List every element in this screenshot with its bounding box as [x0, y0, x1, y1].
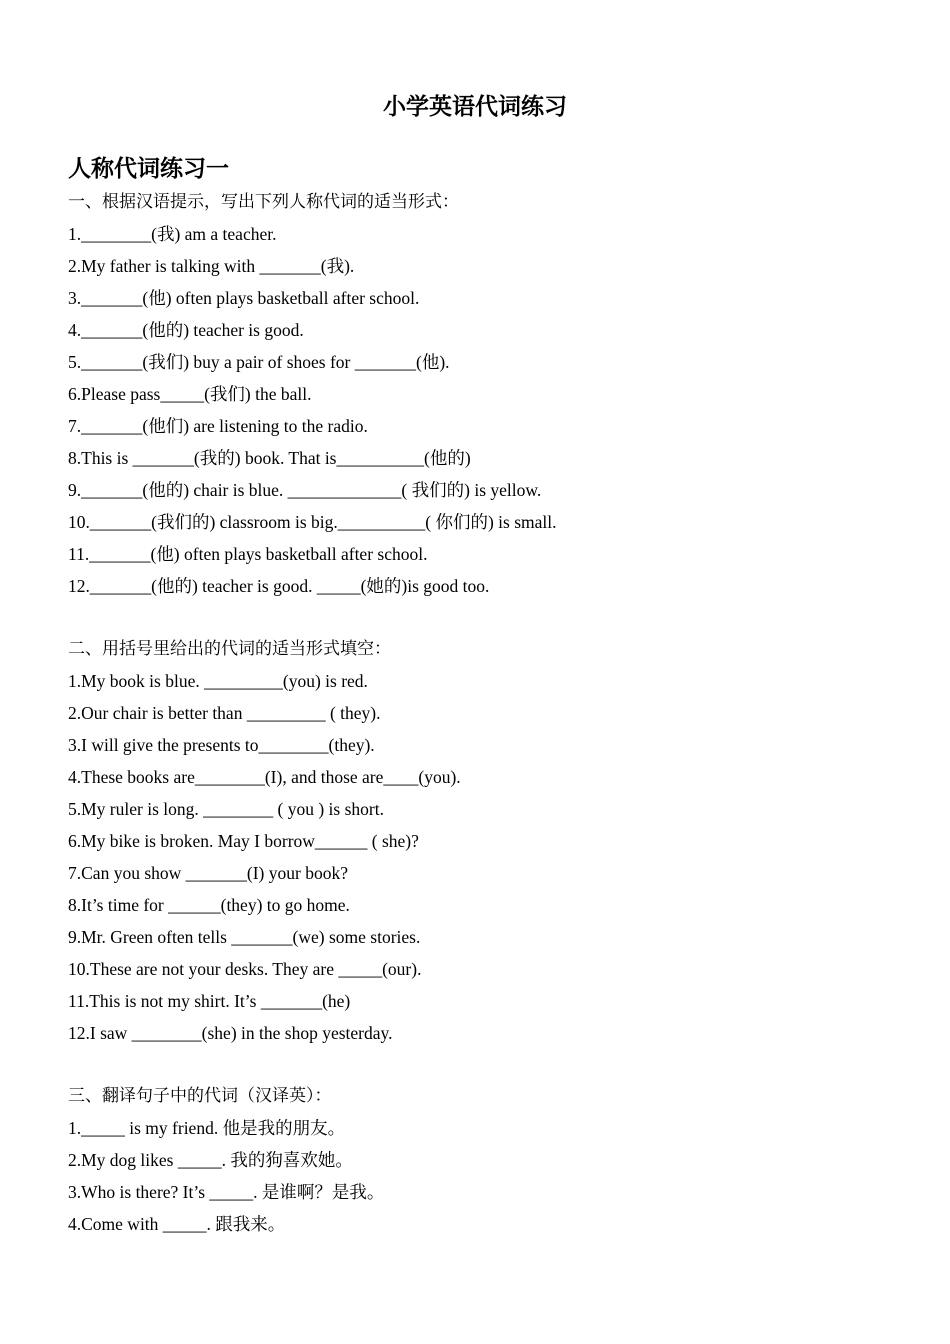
part-2-block [68, 633, 461, 1049]
part-2-item-5: 5.My ruler is long. ________ ( you ) is short. [68, 799, 384, 819]
part-2-item-7: 7.Can you show _______(I) your book? [68, 863, 348, 883]
part-3-item-3: 3.Who is there? It’s _____. 是谁啊？是我。 [68, 1182, 385, 1202]
part-3-item-1: 1._____ is my friend. 他是我的朋友。 [68, 1118, 346, 1138]
part-1-item-12: 12._______(他的) teacher is good. _____(她的)is good too. [68, 576, 490, 596]
part-1-block [68, 186, 557, 602]
part-1-item-7: 7._______(他们) are listening to the radio. [68, 416, 368, 436]
document-title: 小学英语代词练习 [383, 94, 567, 120]
part-1-item-9: 9._______(他的) chair is blue. _____________( 我们的) is yellow. [68, 480, 542, 500]
part-3-instruction: 三、翻译句子中的代词（汉译英）： [68, 1086, 332, 1106]
part-2-item-11: 11.This is not my shirt. It’s _______(he) [68, 991, 351, 1011]
part-3-block [68, 1080, 384, 1240]
section-heading: 人称代词练习一 [68, 156, 229, 182]
part-3-item-4: 4.Come with _____. 跟我来。 [68, 1214, 286, 1234]
part-2-item-9: 9.Mr. Green often tells _______(we) some stories. [68, 927, 421, 947]
part-1-instruction: 一、根据汉语提示，写出下列人称代词的适当形式： [68, 192, 459, 212]
part-2-item-6: 6.My bike is broken. May I borrow______ ( she)? [68, 831, 419, 851]
part-1-item-1: 1.________(我) am a teacher. [68, 224, 277, 244]
part-1-item-3: 3._______(他) often plays basketball after school. [68, 288, 420, 308]
part-2-item-8: 8.It’s time for ______(they) to go home. [68, 895, 350, 915]
part-2-item-4: 4.These books are________(I), and those are____(you). [68, 767, 461, 787]
part-1-item-6: 6.Please pass_____(我们) the ball. [68, 384, 312, 404]
part-2-item-3: 3.I will give the presents to________(they). [68, 735, 375, 755]
part-2-item-10: 10.These are not your desks. They are _____(our). [68, 959, 422, 979]
part-1-item-5: 5._______(我们) buy a pair of shoes for _______(他). [68, 352, 450, 372]
part-2-item-12: 12.I saw ________(she) in the shop yesterday. [68, 1023, 393, 1043]
part-2-item-1: 1.My book is blue. _________(you) is red. [68, 671, 368, 691]
part-1-item-8: 8.This is _______(我的) book. That is__________(他的) [68, 448, 471, 468]
part-2-item-2: 2.Our chair is better than _________ ( they). [68, 703, 381, 723]
part-1-item-2: 2.My father is talking with _______(我). [68, 256, 355, 276]
part-2-instruction: 二、用括号里给出的代词的适当形式填空： [68, 639, 391, 659]
part-1-item-10: 10._______(我们的) classroom is big.__________( 你们的) is small. [68, 512, 557, 532]
part-1-item-4: 4._______(他的) teacher is good. [68, 320, 304, 340]
part-3-item-2: 2.My dog likes _____. 我的狗喜欢她。 [68, 1150, 353, 1170]
part-1-item-11: 11._______(他) often plays basketball after school. [68, 544, 428, 564]
